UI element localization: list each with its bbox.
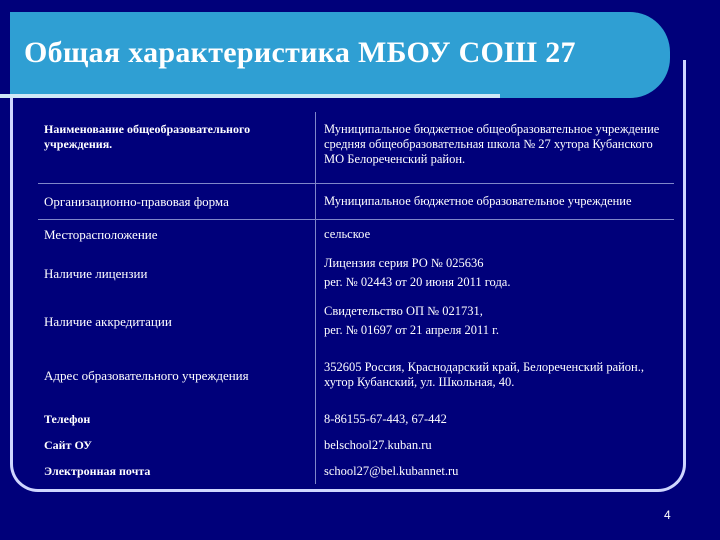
slide-title: Общая характеристика МБОУ СОШ 27 xyxy=(24,36,576,69)
row-value: Муниципальное бюджетное общеобразовательное учреждение средняя общеобразовательная школа № 27 хутора Кубанского МО Белореченский район. xyxy=(324,122,660,166)
row-label: Электронная почта xyxy=(38,458,316,484)
license-line-1: Лицензия серия РО № 025636 xyxy=(324,256,484,270)
row-value: 352605 Россия, Краснодарский край, Белореченский район., хутор Кубанский, ул. Школьная, 40. xyxy=(324,360,644,389)
table-row-license xyxy=(38,248,674,298)
row-label: Наименование общеобразовательного учреждения. xyxy=(38,112,316,183)
info-table xyxy=(38,112,674,484)
accreditation-line-1: Свидетельство ОП № 021731, xyxy=(324,304,483,318)
row-label: Адрес образовательного учреждения xyxy=(38,344,316,406)
row-label: Организационно-правовая форма xyxy=(38,184,316,219)
accreditation-line-2: рег. № 01697 от 21 апреля 2011 г. xyxy=(324,323,499,337)
table-row-name xyxy=(38,112,674,184)
table-row-phone xyxy=(38,406,674,432)
row-label: Месторасположение xyxy=(38,220,316,248)
license-line-2: рег. № 02443 от 20 июня 2011 года. xyxy=(324,275,511,289)
row-label: Телефон xyxy=(38,406,316,432)
table-row-legal-form xyxy=(38,184,674,220)
row-value xyxy=(316,298,674,344)
row-value: 8-86155-67-443, 67-442 xyxy=(324,411,447,426)
table-row-website xyxy=(38,432,674,458)
table-row-accreditation xyxy=(38,298,674,344)
page-number: 4 xyxy=(664,508,671,522)
title-underline xyxy=(0,94,500,98)
table-row-email xyxy=(38,458,674,484)
row-value: Муниципальное бюджетное образовательное учреждение xyxy=(324,194,632,208)
table-row-address xyxy=(38,344,674,406)
row-label: Наличие аккредитации xyxy=(38,298,316,344)
row-label: Наличие лицензии xyxy=(38,248,316,298)
row-value: сельское xyxy=(324,226,371,241)
row-label: Сайт ОУ xyxy=(38,432,316,458)
row-value xyxy=(316,248,674,298)
row-value: belschool27.kuban.ru xyxy=(324,437,432,452)
row-value: school27@bel.kubannet.ru xyxy=(324,463,459,478)
table-row-location xyxy=(38,220,674,248)
